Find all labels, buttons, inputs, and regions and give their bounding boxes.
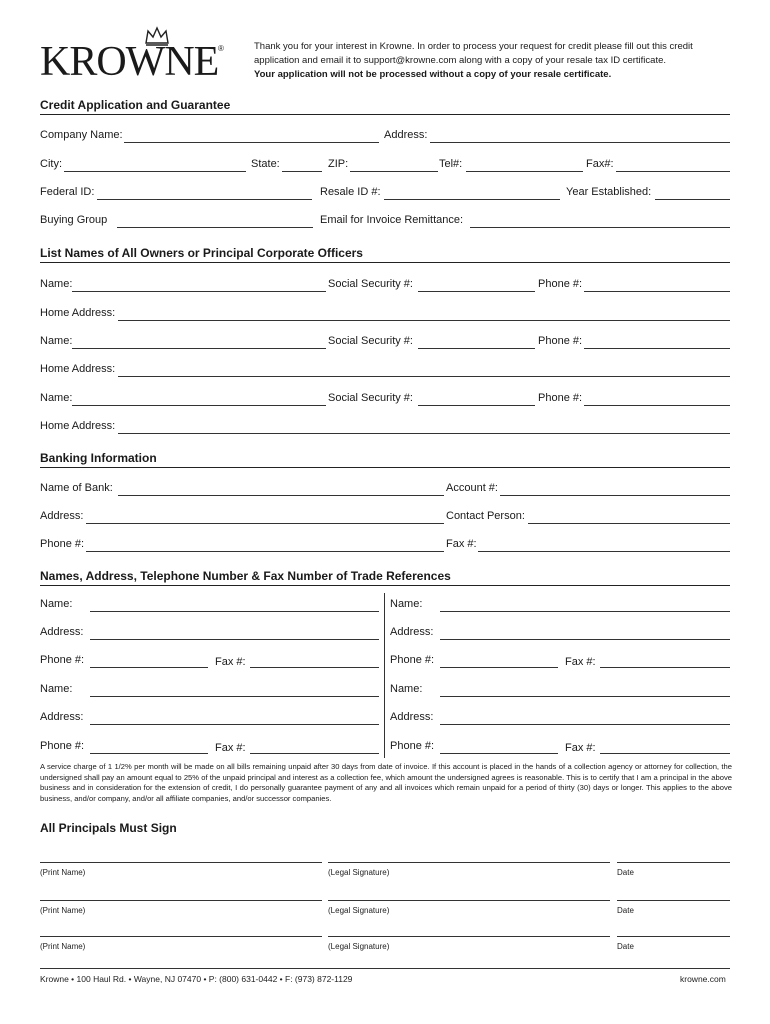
section-credit-title: Credit Application and Guarantee xyxy=(40,98,730,115)
owner-1-ssn-field[interactable] xyxy=(418,291,535,292)
sig-1-print-name-label: (Print Name) xyxy=(40,868,86,877)
trade-3-phone-label: Phone #: xyxy=(40,740,85,752)
owner-2-ssn-label: Social Security #: xyxy=(328,335,413,347)
buying-group-label: Buying Group xyxy=(40,214,108,226)
bank-address-label: Address: xyxy=(40,510,84,522)
tel-field[interactable] xyxy=(466,171,583,172)
trade-2-phone-field[interactable] xyxy=(440,667,558,668)
trade-1-fax-label: Fax #: xyxy=(215,656,246,668)
owner-2-phone-label: Phone #: xyxy=(538,335,583,347)
krowne-logo xyxy=(40,26,240,86)
trade-4-fax-label: Fax #: xyxy=(565,742,596,754)
address-label: Address: xyxy=(384,129,428,141)
trade-3-address-field[interactable] xyxy=(90,724,379,725)
owner-3-home-address-label: Home Address: xyxy=(40,420,116,432)
sig-3-signature-label: (Legal Signature) xyxy=(328,942,390,951)
federal-id-label: Federal ID: xyxy=(40,186,95,198)
year-established-field[interactable] xyxy=(655,199,730,200)
intro-line-1: Thank you for your interest in Krowne. In order to process your request for credit please fill out this credit xyxy=(254,41,693,52)
bank-phone-label: Phone #: xyxy=(40,538,85,550)
trade-4-fax-field[interactable] xyxy=(600,753,730,754)
owner-2-ssn-field[interactable] xyxy=(418,348,535,349)
bank-phone-field[interactable] xyxy=(86,551,444,552)
trade-1-name-field[interactable] xyxy=(90,611,379,612)
trade-3-phone-field[interactable] xyxy=(90,753,208,754)
trade-4-name-field[interactable] xyxy=(440,696,730,697)
fax-label: Fax#: xyxy=(586,158,614,170)
owner-2-home-address-label: Home Address: xyxy=(40,363,116,375)
sig-2-date-label: Date xyxy=(617,906,634,915)
trade-4-phone-label: Phone #: xyxy=(390,740,435,752)
trade-1-address-field[interactable] xyxy=(90,639,379,640)
footer-website-link[interactable]: krowne.com xyxy=(680,974,726,984)
company-name-label: Company Name: xyxy=(40,129,123,141)
zip-field[interactable] xyxy=(350,171,438,172)
logo-registered-mark: ® xyxy=(218,44,224,53)
bank-account-label: Account #: xyxy=(446,482,498,494)
owner-2-phone-field[interactable] xyxy=(584,348,730,349)
address-field[interactable] xyxy=(430,142,730,143)
footer-divider xyxy=(40,968,730,969)
owner-2-name-label: Name: xyxy=(40,335,73,347)
bank-fax-label: Fax #: xyxy=(446,538,477,550)
owner-2-name-field[interactable] xyxy=(72,348,326,349)
trade-2-fax-field[interactable] xyxy=(600,667,730,668)
bank-contact-label: Contact Person: xyxy=(446,510,525,522)
trade-2-address-field[interactable] xyxy=(440,639,730,640)
sig-1-date-label: Date xyxy=(617,868,634,877)
buying-group-field[interactable] xyxy=(117,227,313,228)
trade-1-fax-field[interactable] xyxy=(250,667,379,668)
owner-1-phone-field[interactable] xyxy=(584,291,730,292)
trade-1-address-label: Address: xyxy=(40,626,84,638)
sig-2-signature-field[interactable] xyxy=(328,900,610,901)
owner-3-ssn-field[interactable] xyxy=(418,405,535,406)
intro-text xyxy=(254,40,734,82)
bank-name-field[interactable] xyxy=(118,495,444,496)
fax-field[interactable] xyxy=(616,171,730,172)
state-field[interactable] xyxy=(282,171,322,172)
trade-2-fax-label: Fax #: xyxy=(565,656,596,668)
trade-3-fax-field[interactable] xyxy=(250,753,379,754)
resale-id-field[interactable] xyxy=(384,199,560,200)
owner-1-ssn-label: Social Security #: xyxy=(328,278,413,290)
resale-id-label: Resale ID #: xyxy=(320,186,381,198)
trade-3-address-label: Address: xyxy=(40,711,84,723)
sig-2-print-name-label: (Print Name) xyxy=(40,906,86,915)
sig-3-date-label: Date xyxy=(617,942,634,951)
bank-name-label: Name of Bank: xyxy=(40,482,113,494)
trade-column-divider xyxy=(384,593,385,758)
intro-line-3: Your application will not be processed without a copy of your resale certificate. xyxy=(254,69,612,80)
owner-1-name-field[interactable] xyxy=(72,291,326,292)
section-owners-title: List Names of All Owners or Principal Corporate Officers xyxy=(40,246,730,263)
trade-1-phone-label: Phone #: xyxy=(40,654,85,666)
trade-1-phone-field[interactable] xyxy=(90,667,208,668)
trade-2-address-label: Address: xyxy=(390,626,434,638)
trade-1-name-label: Name: xyxy=(40,598,73,610)
sig-1-signature-label: (Legal Signature) xyxy=(328,868,390,877)
sig-1-date-field[interactable] xyxy=(617,862,730,863)
tel-label: Tel#: xyxy=(439,158,463,170)
sig-3-date-field[interactable] xyxy=(617,936,730,937)
owner-1-home-address-field[interactable] xyxy=(118,320,730,321)
company-name-field[interactable] xyxy=(124,142,379,143)
trade-4-address-field[interactable] xyxy=(440,724,730,725)
trade-2-name-label: Name: xyxy=(390,598,423,610)
owner-3-name-label: Name: xyxy=(40,392,73,404)
city-label: City: xyxy=(40,158,62,170)
bank-contact-field[interactable] xyxy=(528,523,730,524)
bank-address-field[interactable] xyxy=(86,523,444,524)
zip-label: ZIP: xyxy=(328,158,349,170)
trade-3-fax-label: Fax #: xyxy=(215,742,246,754)
trade-4-phone-field[interactable] xyxy=(440,753,558,754)
state-label: State: xyxy=(251,158,280,170)
sig-3-print-name-label: (Print Name) xyxy=(40,942,86,951)
logo-wordmark: KROWNE xyxy=(40,39,219,85)
footer-address: Krowne • 100 Haul Rd. • Wayne, NJ 07470 • P: (800) 631-0442 • F: (973) 872-1129 xyxy=(40,974,353,984)
legal-terms-text: A service charge of 1 1/2% per month will be made on all bills remaining unpaid after 30 days from date of invoice. If this account is placed in the hands of a collection agency or attorney for collection, the undersigned shall pay an amount equal to 25% of the unpaid principal and interest as a collection fee, which amount the undersigned agrees is reasonable. This is to certify that I am a principal in the above business and in consideration for the extension of credit, I do personally guarantee payment of any and all invoices which remain unpaid for a period of thirty (30) days or longer. This applies to the above business, and/or company, and/or all affiliate companies, and/or successor companies. xyxy=(40,762,732,803)
trade-3-name-field[interactable] xyxy=(90,696,379,697)
section-banking-title: Banking Information xyxy=(40,451,730,468)
sig-1-print-name-field[interactable] xyxy=(40,862,322,863)
city-field[interactable] xyxy=(64,171,246,172)
owner-3-phone-label: Phone #: xyxy=(538,392,583,404)
trade-2-name-field[interactable] xyxy=(440,611,730,612)
email-invoice-label: Email for Invoice Remittance: xyxy=(320,214,464,226)
sig-2-signature-label: (Legal Signature) xyxy=(328,906,390,915)
owner-1-home-address-label: Home Address: xyxy=(40,307,116,319)
sig-3-signature-field[interactable] xyxy=(328,936,610,937)
federal-id-field[interactable] xyxy=(97,199,312,200)
owner-1-name-label: Name: xyxy=(40,278,73,290)
owner-1-phone-label: Phone #: xyxy=(538,278,583,290)
trade-4-address-label: Address: xyxy=(390,711,434,723)
owner-3-home-address-field[interactable] xyxy=(118,433,730,434)
sig-1-signature-field[interactable] xyxy=(328,862,610,863)
intro-line-2: application and email it to support@krowne.com along with a copy of your resale tax ID certificate. xyxy=(254,55,667,66)
trade-4-name-label: Name: xyxy=(390,683,423,695)
sig-2-date-field[interactable] xyxy=(617,900,730,901)
owner-3-name-field[interactable] xyxy=(72,405,326,406)
owner-3-ssn-label: Social Security #: xyxy=(328,392,413,404)
owner-2-home-address-field[interactable] xyxy=(118,376,730,377)
email-invoice-field[interactable] xyxy=(470,227,730,228)
bank-account-field[interactable] xyxy=(500,495,730,496)
bank-fax-field[interactable] xyxy=(478,551,730,552)
trade-2-phone-label: Phone #: xyxy=(390,654,435,666)
sig-3-print-name-field[interactable] xyxy=(40,936,322,937)
trade-3-name-label: Name: xyxy=(40,683,73,695)
year-established-label: Year Established: xyxy=(566,186,652,198)
signatures-title: All Principals Must Sign xyxy=(40,821,177,835)
section-trade-title: Names, Address, Telephone Number & Fax Number of Trade References xyxy=(40,569,730,586)
sig-2-print-name-field[interactable] xyxy=(40,900,322,901)
owner-3-phone-field[interactable] xyxy=(584,405,730,406)
